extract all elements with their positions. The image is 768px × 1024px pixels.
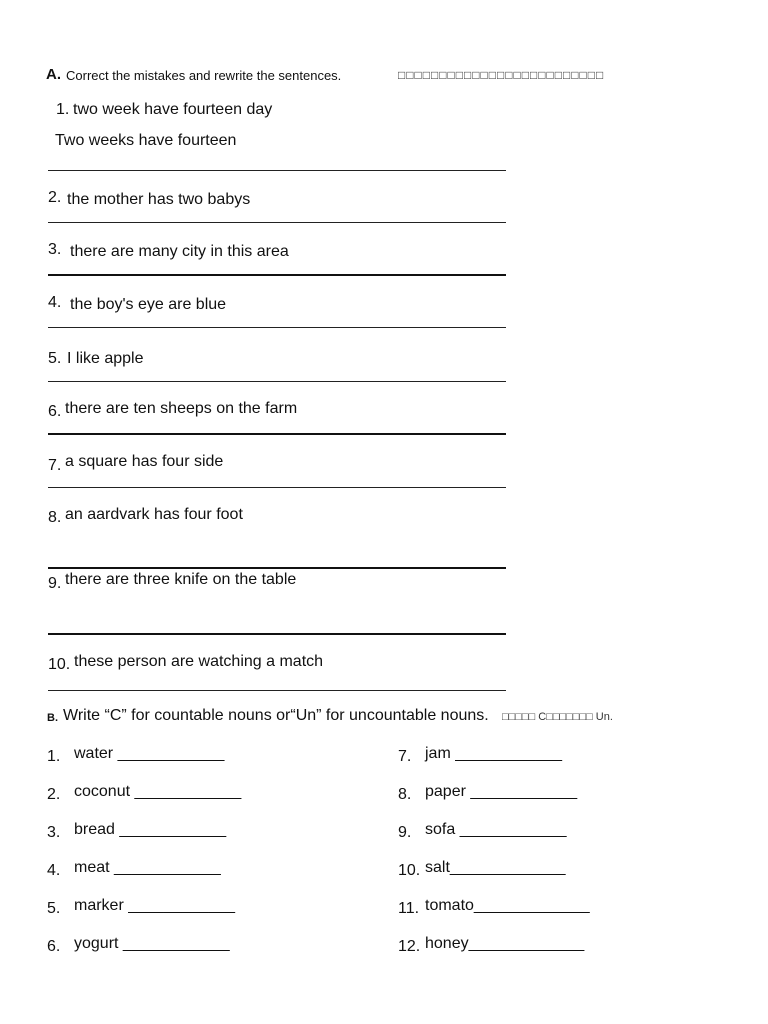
noun-10-word[interactable]: salt_____________ <box>425 859 566 876</box>
item-4-number: 4. <box>48 294 62 311</box>
answer-line-2[interactable] <box>48 222 506 223</box>
noun-12-number: 12. <box>398 938 421 955</box>
noun-1-number: 1. <box>47 748 61 765</box>
section-b-instruction-tail: □□□□□ C□□□□□□□ Un. <box>502 711 613 723</box>
noun-2-number: 2. <box>47 786 61 803</box>
item-6-number: 6. <box>48 403 62 420</box>
noun-2-word[interactable]: coconut ____________ <box>74 783 242 800</box>
answer-line-4[interactable] <box>48 327 506 328</box>
answer-line-7[interactable] <box>48 487 506 488</box>
noun-6-number: 6. <box>47 938 61 955</box>
item-5-sentence: I like apple <box>67 350 144 367</box>
item-5-number: 5. <box>48 350 62 367</box>
answer-line-5[interactable] <box>48 381 506 382</box>
answer-line-8[interactable] <box>48 567 506 569</box>
item-2-sentence: the mother has two babys <box>67 191 251 208</box>
noun-5-number: 5. <box>47 900 61 917</box>
noun-9-number: 9. <box>398 824 412 841</box>
item-3-number: 3. <box>48 241 62 258</box>
item-9-number: 9. <box>48 575 62 592</box>
noun-6-word[interactable]: yogurt ____________ <box>74 935 230 952</box>
item-9-sentence: there are three knife on the table <box>65 571 297 588</box>
item-1-sentence: two week have fourteen day <box>73 101 273 118</box>
item-7-sentence: a square has four side <box>65 453 224 470</box>
item-7-number: 7. <box>48 457 62 474</box>
item-4-sentence: the boy's eye are blue <box>70 296 227 313</box>
item-1-number: 1. <box>56 101 70 118</box>
noun-3-number: 3. <box>47 824 61 841</box>
noun-11-word[interactable]: tomato_____________ <box>425 897 590 914</box>
section-b-letter: B. <box>47 712 58 724</box>
answer-line-3[interactable] <box>48 274 506 276</box>
noun-7-word[interactable]: jam ____________ <box>425 745 563 762</box>
noun-7-number: 7. <box>398 748 412 765</box>
section-a-letter: A. <box>46 66 61 83</box>
noun-5-word[interactable]: marker ____________ <box>74 897 236 914</box>
section-b-instruction: Write “C” for countable nouns or“Un” for uncountable nouns. <box>63 707 489 724</box>
section-a-instruction-tail: □□□□□□□□□□□□□□□□□□□□□□□□□ <box>398 68 605 82</box>
item-1-answer: Two weeks have fourteen <box>55 132 237 149</box>
noun-4-number: 4. <box>47 862 61 879</box>
noun-3-word[interactable]: bread ____________ <box>74 821 227 838</box>
noun-4-word[interactable]: meat ____________ <box>74 859 221 876</box>
noun-9-word[interactable]: sofa ____________ <box>425 821 567 838</box>
item-3-sentence: there are many city in this area <box>70 243 289 260</box>
item-10-sentence: these person are watching a match <box>74 653 324 670</box>
answer-line-6[interactable] <box>48 433 506 435</box>
noun-8-number: 8. <box>398 786 412 803</box>
item-10-number: 10. <box>48 656 71 673</box>
noun-12-word[interactable]: honey_____________ <box>425 935 585 952</box>
answer-line-1[interactable] <box>48 170 506 171</box>
answer-line-10[interactable] <box>48 690 506 691</box>
item-2-number: 2. <box>48 189 62 206</box>
item-6-sentence: there are ten sheeps on the farm <box>65 400 298 417</box>
noun-8-word[interactable]: paper ____________ <box>425 783 578 800</box>
noun-10-number: 10. <box>398 862 421 879</box>
item-8-number: 8. <box>48 509 62 526</box>
answer-line-9[interactable] <box>48 633 506 635</box>
item-8-sentence: an aardvark has four foot <box>65 506 243 523</box>
noun-1-word[interactable]: water ____________ <box>74 745 225 762</box>
noun-11-number: 11. <box>398 900 420 917</box>
section-a-instruction: Correct the mistakes and rewrite the sentences. <box>66 68 342 83</box>
